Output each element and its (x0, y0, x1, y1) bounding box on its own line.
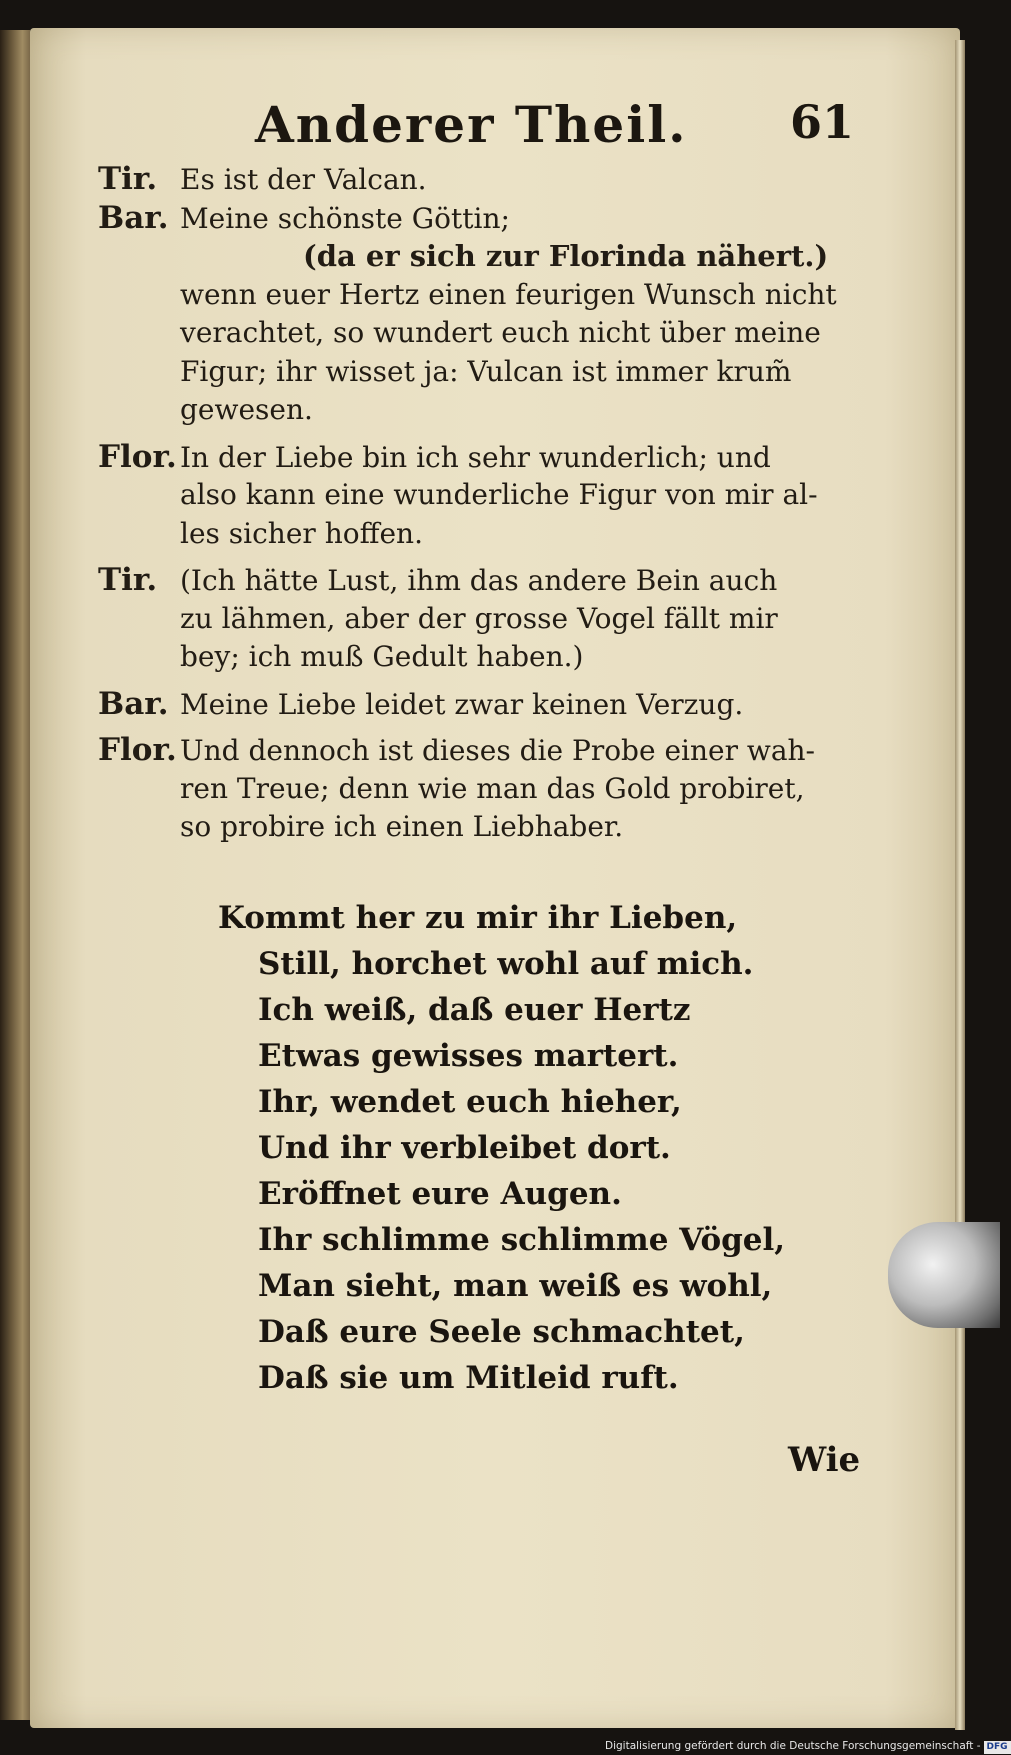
speech-line (98, 731, 848, 770)
verse-line: Still, horchet wohl auf mich. (258, 946, 754, 982)
stage-direction (98, 237, 848, 276)
verse-line: Man sieht, man weiß es wohl, (258, 1268, 773, 1304)
line-text: verachtet, so wundert euch nicht über meine (180, 316, 821, 349)
verse-line: Ihr, wendet euch hieher, (258, 1084, 682, 1120)
line-text: (Ich hätte Lust, ihm das andere Bein auch (180, 564, 778, 597)
dfg-logo: DFG (984, 1741, 1011, 1754)
line-text: ren Treue; denn wie man das Gold probiret, (180, 771, 805, 805)
credit-text: Digitalisierung gefördert durch die Deutsche Forschungsgemeinschaft - (605, 1740, 981, 1752)
page-header (0, 95, 1000, 155)
continuation-line (98, 353, 848, 392)
catchword: Wie (788, 1440, 861, 1480)
paragraph-gap (98, 430, 848, 438)
line-text: gewesen. (180, 393, 313, 426)
speaker-name: Bar. (98, 685, 169, 722)
continuation-line (98, 515, 848, 554)
line-text: Meine schönste Göttin; (180, 201, 510, 235)
page-clip (888, 1222, 1000, 1328)
speaker-name: Flor. (98, 438, 177, 475)
verse-line: Daß eure Seele schmachtet, (258, 1314, 745, 1350)
stage-direction-text: (da er sich zur Florinda nähert.) (303, 239, 829, 273)
speaker-name: Flor. (98, 732, 177, 768)
line-text: In der Liebe bin ich sehr wunderlich; und (180, 440, 771, 474)
line-text: les sicher hoffen. (180, 516, 423, 550)
line-text: Und dennoch ist dieses die Probe einer wah- (180, 734, 816, 767)
speech-line (98, 438, 848, 477)
line-text: Es ist der Valcan. (180, 163, 427, 196)
verse-line: Ihr schlimme schlimme Vögel, (258, 1222, 786, 1258)
continuation-line (98, 770, 848, 809)
verse-line: Und ihr verbleibet dort. (258, 1130, 671, 1166)
speech-line (98, 685, 848, 724)
speech-line (98, 199, 848, 238)
digitization-credit (605, 1738, 1008, 1755)
verse-line: Daß sie um Mitleid ruft. (258, 1360, 679, 1396)
continuation-line (98, 638, 848, 677)
running-head: Anderer Theil. (255, 95, 688, 154)
line-text: Meine Liebe leidet zwar keinen Verzug. (180, 687, 744, 721)
line-text: bey; ich muß Gedult haben.) (180, 640, 584, 673)
speech-line (98, 160, 848, 199)
continuation-line (98, 476, 848, 515)
verse-line: Kommt her zu mir ihr Lieben, (218, 900, 738, 936)
dialogue-block (98, 160, 848, 847)
line-text: zu lähmen, aber der grosse Vogel fällt mir (180, 601, 778, 635)
song-verse (218, 895, 838, 1401)
continuation-line (98, 314, 848, 353)
line-text: wenn euer Hertz einen feurigen Wunsch nicht (180, 277, 837, 311)
page-stack-edge (955, 40, 965, 1730)
speech-line (98, 561, 848, 600)
continuation-line (98, 808, 848, 847)
continuation-line (98, 391, 848, 430)
line-text: so probire ich einen Liebhaber. (180, 810, 624, 843)
speaker-name: Tir. (98, 562, 158, 598)
continuation-line (98, 600, 848, 639)
line-text: also kann eine wunderliche Figur von mir al- (180, 478, 818, 511)
continuation-line (98, 276, 848, 315)
line-text: Figur; ihr wisset ja: Vulcan ist immer krum̃ (180, 354, 792, 388)
verse-line: Ich weiß, daß euer Hertz (258, 992, 691, 1028)
verse-line: Etwas gewisses martert. (258, 1038, 679, 1074)
paragraph-gap (98, 553, 848, 561)
paragraph-gap (98, 677, 848, 685)
verse-line: Eröffnet eure Augen. (258, 1176, 622, 1212)
speaker-name: Bar. (98, 199, 169, 236)
speaker-name: Tir. (98, 161, 158, 197)
paragraph-gap (98, 723, 848, 731)
page-number: 61 (790, 95, 855, 149)
facing-page-edge (0, 30, 30, 1720)
